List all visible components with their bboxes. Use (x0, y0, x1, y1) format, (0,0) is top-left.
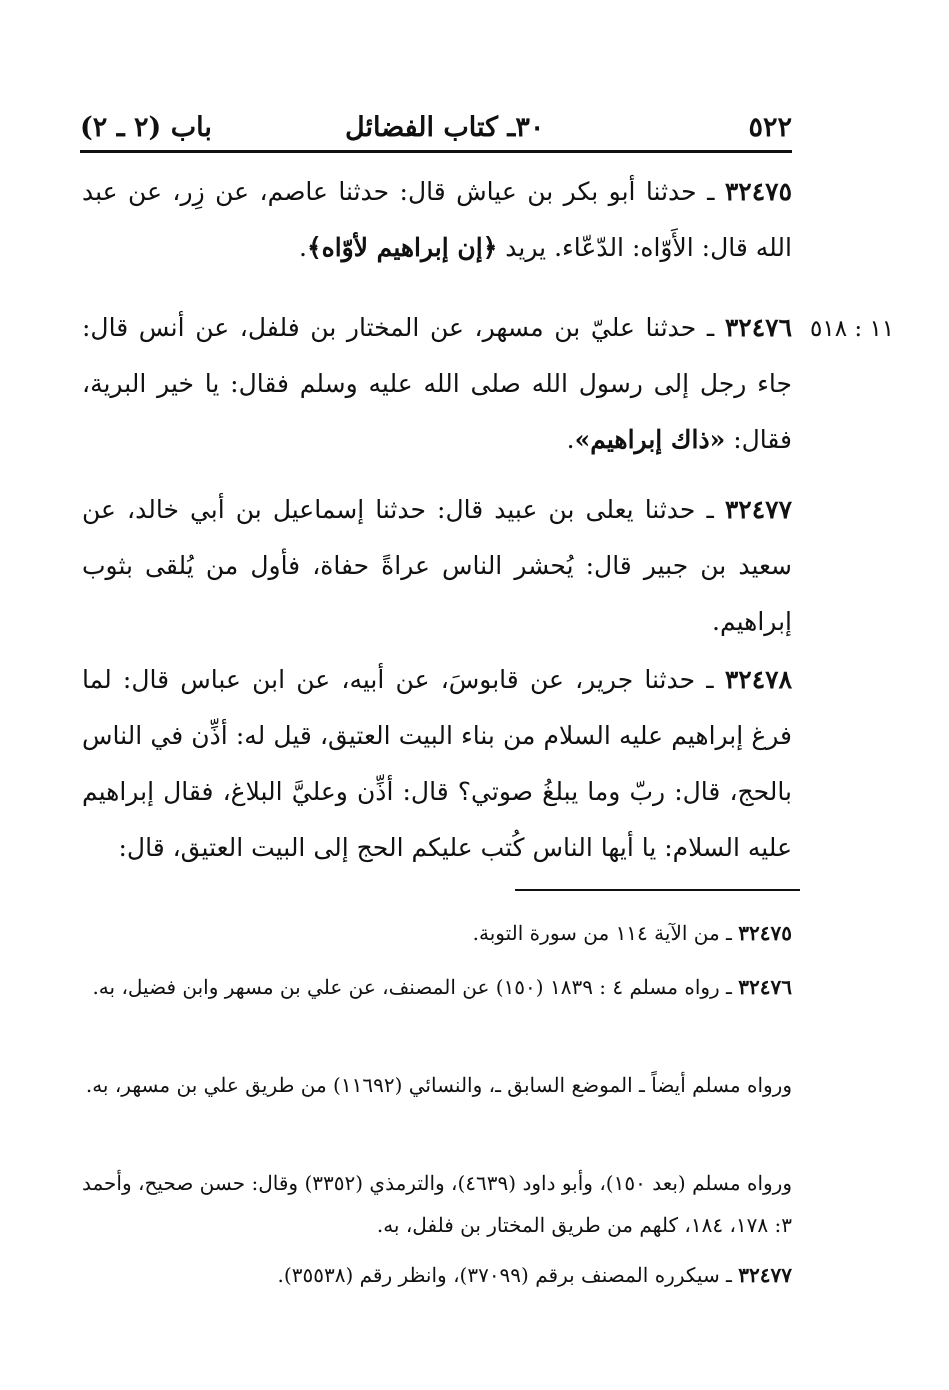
hadith-text: ـ حدثنا يعلى بن عبيد قال: حدثنا إسماعيل بن أبي خالد، عن سعيد بن جبير قال: يُحشر الناس عراةً حفاة، فأول من يُلقى بثوب إبراهيم. (82, 495, 792, 636)
footnote (82, 966, 792, 1008)
footnote-text: ورواه مسلم أيضاً ـ الموضع السابق ـ، والنسائي (١١٦٩٢) من طريق علي بن مسهر، به. (85, 1073, 792, 1097)
footnote (82, 1254, 792, 1296)
hadith-text: ـ حدثنا عليّ بن مسهر، عن المختار بن فلفل، عن أنس قال: جاء رجل إلى رسول الله صلى الله عليه وسلم فقال: يا خير البرية، فقال: (82, 313, 792, 454)
hadith-paragraph (82, 164, 792, 276)
hadith-text: ـ حدثنا جرير، عن قابوسَ، عن أبيه، عن ابن عباس قال: لما فرغ إبراهيم عليه السلام من بناء البيت العتيق، قيل له: أذِّن في الناس بالحج، قال: ربّ وما يبلغُ صوتي؟ قال: أذِّن وعليَّ البلاغ، فقال إبراهيم عليه السلام: يا أيها الناس كُتب عليكم الحج إلى البيت العتيق، قال: (82, 665, 792, 862)
chapter-label: باب (٢ ـ ٢) (80, 112, 212, 143)
footnote-text: ـ سيكرره المصنف برقم (٣٧٠٩٩)، وانظر رقم (٣٥٥٣٨). (277, 1263, 739, 1287)
hadith-number: ٣٢٤٧٨ (724, 665, 792, 694)
page-number: ٥٢٢ (748, 112, 792, 143)
hadith-paragraph (82, 300, 792, 468)
hadith-number: ٣٢٤٧٦ (724, 313, 792, 342)
footnote-separator (515, 889, 800, 891)
footnote-number: ٣٢٤٧٥ (738, 921, 792, 945)
hadith-number: ٣٢٤٧٧ (724, 495, 792, 524)
prophetic-quote: «ذاك إبراهيم» (574, 425, 726, 454)
hadith-text: ـ حدثنا أبو بكر بن عياش قال: حدثنا عاصم، عن زِر، عن عبد الله قال: الأَوّاه: الدّعّاء. يريد (82, 177, 792, 262)
book-title: ٣٠ـ كتاب الفضائل (345, 112, 545, 143)
header-rule (80, 150, 792, 153)
page-header (80, 108, 792, 156)
footnote (82, 912, 792, 954)
quran-quote: ﴿إن إبراهيم لأوّاه﴾ (306, 233, 498, 262)
hadith-text-end: . (566, 425, 575, 454)
hadith-number: ٣٢٤٧٥ (724, 177, 792, 206)
footnote-text: ـ رواه مسلم ٤ : ١٨٣٩ (١٥٠) عن المصنف، عن علي بن مسهر وابن فضيل، به. (92, 975, 739, 999)
footnote-text: ـ من الآية ١١٤ من سورة التوبة. (472, 921, 739, 945)
footnote-number: ٣٢٤٧٧ (738, 1263, 792, 1287)
hadith-paragraph (82, 652, 792, 876)
footnote (82, 1162, 792, 1246)
footnote-text: ورواه مسلم (بعد ١٥٠)، وأبو داود (٤٦٣٩)، والترمذي (٣٣٥٢) وقال: حسن صحيح، وأحمد ٣: ١٧٨، ١٨٤، كلهم من طريق المختار بن فلفل، به. (82, 1171, 792, 1237)
footnote-number: ٣٢٤٧٦ (738, 975, 792, 999)
footnote (82, 1064, 792, 1106)
hadith-text-end: . (299, 233, 307, 262)
margin-reference: ١١ : ٥١٨ (810, 316, 895, 342)
hadith-paragraph (82, 482, 792, 650)
